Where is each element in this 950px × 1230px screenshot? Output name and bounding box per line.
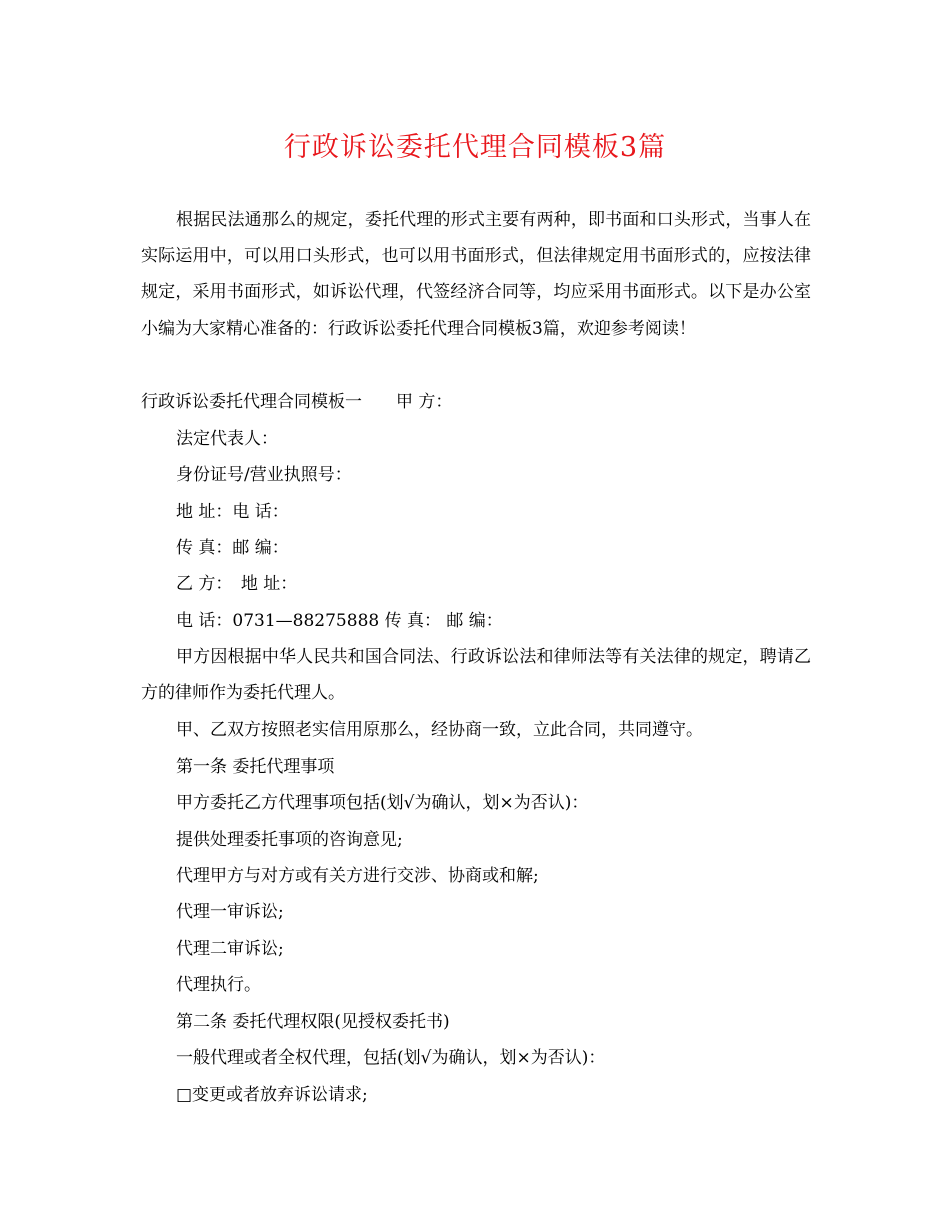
party-b-line: 乙 方： 地 址：	[176, 574, 298, 594]
list-item: 提供处理委托事项的咨询意见;	[176, 830, 403, 850]
list-item: 代理二审诉讼;	[176, 939, 284, 959]
article-one-heading: 第一条 委托代理事项	[176, 757, 335, 777]
matters-intro-line: 甲方委托乙方代理事项包括(划√为确认，划×为否认)：	[176, 793, 589, 813]
party-b-phone-line: 电 话：0731—88275888 传 真： 邮 编：	[176, 611, 503, 631]
id-number-line: 身份证号/营业执照号：	[176, 465, 352, 485]
authority-item: □变更或者放弃诉讼请求;	[176, 1085, 368, 1105]
list-item: 代理执行。	[176, 975, 261, 995]
template-one-header: 行政诉讼委托代理合同模板一 甲 方：	[141, 392, 453, 412]
fax-zip-line: 传 真：邮 编：	[176, 538, 289, 558]
engagement-paragraph: 甲方因根据中华人民共和国合同法、行政诉讼法和律师法等有关法律的规定，聘请乙方的律师作为委托代理人。	[141, 647, 811, 704]
list-item: 代理一审诉讼;	[176, 902, 284, 922]
legal-rep-line: 法定代表人：	[176, 429, 278, 449]
document-title: 行政诉讼委托代理合同模板3篇	[283, 132, 667, 163]
address-phone-line: 地 址：电 话：	[176, 502, 289, 522]
intro-paragraph: 根据民法通那么的规定，委托代理的形式主要有两种，即书面和口头形式，当事人在实际运用中，可以用口头形式，也可以用书面形式，但法律规定用书面形式的，应按法律规定，采用书面形式，如诉讼代理，代签经济合同等，均应采用书面形式。以下是办公室小编为大家精心准备的：行政诉讼委托代理合同模板3篇，欢迎参考阅读！	[141, 210, 811, 339]
list-item: 代理甲方与对方或有关方进行交涉、协商或和解;	[176, 866, 539, 886]
article-two-heading: 第二条 委托代理权限(见授权委托书)	[176, 1012, 450, 1032]
agreement-line: 甲、乙双方按照老实信用原那么，经协商一致，立此合同，共同遵守。	[176, 720, 703, 740]
authority-intro-line: 一般代理或者全权代理，包括(划√为确认，划×为否认)：	[176, 1048, 606, 1068]
